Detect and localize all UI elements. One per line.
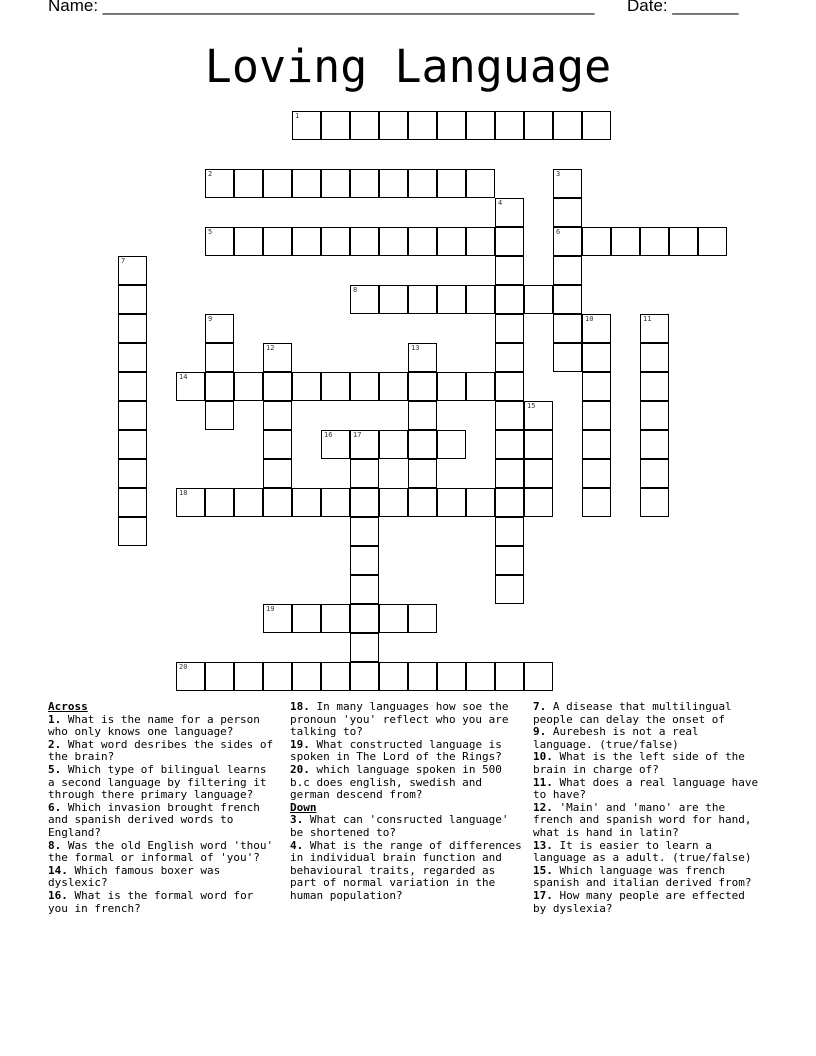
grid-cell[interactable] <box>640 227 669 256</box>
grid-cell[interactable] <box>408 169 437 198</box>
grid-cell[interactable] <box>437 372 466 401</box>
grid-cell[interactable] <box>466 111 495 140</box>
grid-cell[interactable] <box>292 372 321 401</box>
grid-cell[interactable] <box>292 111 321 140</box>
grid-cell[interactable] <box>466 169 495 198</box>
grid-cell[interactable] <box>118 488 147 517</box>
grid-cell[interactable] <box>176 488 205 517</box>
clue-down-4: 4. What is the range of differences in individual brain function and behavioural traits, regarded as part of normal variation in the human population? <box>290 838 522 902</box>
grid-cell[interactable] <box>640 488 669 517</box>
grid-cell[interactable] <box>379 372 408 401</box>
cell-number: 8 <box>353 286 358 294</box>
grid-cell[interactable] <box>495 314 524 343</box>
grid-cell[interactable] <box>640 343 669 372</box>
grid-cell[interactable] <box>553 111 582 140</box>
grid-cell[interactable] <box>379 430 408 459</box>
grid-cell[interactable] <box>495 662 524 691</box>
grid-cell[interactable] <box>553 285 582 314</box>
grid-cell[interactable] <box>408 111 437 140</box>
cell-number: 7 <box>121 257 126 265</box>
grid-cell[interactable] <box>408 285 437 314</box>
clue-across-6: 6. Which invasion brought french and spanish derived words to England? <box>48 800 260 839</box>
grid-cell[interactable] <box>321 227 350 256</box>
grid-cell[interactable] <box>408 372 437 401</box>
grid-cell[interactable] <box>350 169 379 198</box>
grid-cell[interactable] <box>524 488 553 517</box>
grid-cell[interactable] <box>495 546 524 575</box>
grid-cell[interactable] <box>495 430 524 459</box>
grid-cell[interactable] <box>350 604 379 633</box>
grid-cell[interactable] <box>379 604 408 633</box>
name-field-label: Name: ____________________________________________________ <box>48 0 595 15</box>
grid-cell[interactable] <box>350 430 379 459</box>
grid-cell[interactable] <box>495 256 524 285</box>
grid-cell[interactable] <box>524 401 553 430</box>
grid-cell[interactable] <box>379 285 408 314</box>
grid-cell[interactable] <box>292 604 321 633</box>
grid-cell[interactable] <box>234 169 263 198</box>
clue-down-15: 15. Which language was french spanish and italian derived from? <box>533 863 752 890</box>
date-field-label: Date: _______ <box>627 0 739 15</box>
grid-cell[interactable] <box>524 430 553 459</box>
grid-cell[interactable] <box>466 285 495 314</box>
page-title: Loving Language <box>204 40 612 93</box>
cell-number: 2 <box>208 170 213 178</box>
grid-cell[interactable] <box>611 227 640 256</box>
grid-cell[interactable] <box>582 459 611 488</box>
grid-cell[interactable] <box>582 372 611 401</box>
grid-cell[interactable] <box>495 488 524 517</box>
clue-down-7: 7. A disease that multilingual people can delay the onset of <box>533 700 732 726</box>
grid-cell[interactable] <box>321 430 350 459</box>
grid-cell[interactable] <box>263 430 292 459</box>
grid-cell[interactable] <box>234 372 263 401</box>
grid-cell[interactable] <box>553 256 582 285</box>
grid-cell[interactable] <box>350 459 379 488</box>
grid-cell[interactable] <box>292 169 321 198</box>
cell-number: 15 <box>527 402 536 410</box>
clue-column-3 <box>533 701 763 915</box>
grid-cell[interactable] <box>495 111 524 140</box>
grid-cell[interactable] <box>524 459 553 488</box>
cell-number: 4 <box>498 199 503 207</box>
grid-cell[interactable] <box>495 575 524 604</box>
grid-cell[interactable] <box>495 227 524 256</box>
clue-down-12: 12. 'Main' and 'mano' are the french and spanish word for hand, what is hand in latin? <box>533 800 752 839</box>
grid-cell[interactable] <box>524 285 553 314</box>
clue-across-18: 18. In many languages how soe the pronoun 'you' reflect who you are talking to? <box>290 700 509 739</box>
clue-column-1 <box>48 701 276 915</box>
grid-cell[interactable] <box>437 488 466 517</box>
grid-cell[interactable] <box>321 169 350 198</box>
grid-cell[interactable] <box>698 227 727 256</box>
grid-cell[interactable] <box>118 401 147 430</box>
cell-number: 17 <box>353 431 362 439</box>
grid-cell[interactable] <box>321 372 350 401</box>
grid-cell[interactable] <box>437 430 466 459</box>
grid-cell[interactable] <box>118 430 147 459</box>
clue-down-10: 10. What is the left side of the brain in charge of? <box>533 750 745 776</box>
grid-cell[interactable] <box>437 227 466 256</box>
grid-cell[interactable] <box>234 662 263 691</box>
clue-down-17: 17. How many people are effected by dyslexia? <box>533 888 745 915</box>
grid-cell[interactable] <box>350 662 379 691</box>
clue-across-1: 1. What is the name for a person who only knows one language? <box>48 712 260 739</box>
clue-down-13: 13. It is easier to learn a language as a adult. (true/false) <box>533 838 752 865</box>
grid-cell[interactable] <box>263 488 292 517</box>
grid-cell[interactable] <box>205 372 234 401</box>
grid-cell[interactable] <box>118 372 147 401</box>
grid-cell[interactable] <box>408 343 437 372</box>
grid-cell[interactable] <box>379 488 408 517</box>
grid-cell[interactable] <box>118 459 147 488</box>
grid-cell[interactable] <box>640 372 669 401</box>
grid-cell[interactable] <box>495 198 524 227</box>
grid-cell[interactable] <box>582 488 611 517</box>
grid-cell[interactable] <box>437 662 466 691</box>
grid-cell[interactable] <box>234 488 263 517</box>
grid-cell[interactable] <box>495 285 524 314</box>
clue-across-16: 16. What is the formal word for you in french? <box>48 888 254 915</box>
grid-cell[interactable] <box>582 401 611 430</box>
grid-cell[interactable] <box>553 227 582 256</box>
grid-cell[interactable] <box>263 372 292 401</box>
grid-cell[interactable] <box>118 256 147 285</box>
grid-cell[interactable] <box>263 662 292 691</box>
cell-number: 14 <box>179 373 188 381</box>
grid-cell[interactable] <box>263 227 292 256</box>
grid-cell[interactable] <box>582 227 611 256</box>
grid-cell[interactable] <box>640 430 669 459</box>
grid-cell[interactable] <box>263 169 292 198</box>
grid-cell[interactable] <box>379 111 408 140</box>
grid-cell[interactable] <box>495 343 524 372</box>
clue-down-3: 3. What can 'consructed language' be shortened to? <box>290 813 509 839</box>
grid-cell[interactable] <box>350 517 379 546</box>
grid-cell[interactable] <box>466 488 495 517</box>
cell-number: 5 <box>208 228 213 236</box>
grid-cell[interactable] <box>495 372 524 401</box>
cell-number: 20 <box>179 663 188 671</box>
clue-column-2 <box>290 701 524 903</box>
grid-cell[interactable] <box>205 488 234 517</box>
grid-cell[interactable] <box>263 459 292 488</box>
grid-cell[interactable] <box>379 662 408 691</box>
grid-cell[interactable] <box>408 227 437 256</box>
cell-number: 9 <box>208 315 213 323</box>
grid-cell[interactable] <box>350 227 379 256</box>
grid-cell[interactable] <box>379 227 408 256</box>
grid-cell[interactable] <box>640 314 669 343</box>
cell-number: 6 <box>556 228 561 236</box>
cell-number: 19 <box>266 605 275 613</box>
cell-number: 18 <box>179 489 188 497</box>
grid-cell[interactable] <box>350 546 379 575</box>
cell-number: 11 <box>643 315 652 323</box>
grid-cell[interactable] <box>350 633 379 662</box>
grid-cell[interactable] <box>118 517 147 546</box>
grid-cell[interactable] <box>176 662 205 691</box>
grid-cell[interactable] <box>408 604 437 633</box>
cell-number: 3 <box>556 170 561 178</box>
grid-cell[interactable] <box>408 401 437 430</box>
grid-cell[interactable] <box>118 343 147 372</box>
grid-cell[interactable] <box>669 227 698 256</box>
grid-cell[interactable] <box>205 169 234 198</box>
grid-cell[interactable] <box>582 111 611 140</box>
grid-cell[interactable] <box>205 227 234 256</box>
cell-number: 1 <box>295 112 300 120</box>
grid-cell[interactable] <box>350 372 379 401</box>
cell-number: 16 <box>324 431 333 439</box>
grid-cell[interactable] <box>437 285 466 314</box>
grid-cell[interactable] <box>350 111 379 140</box>
grid-cell[interactable] <box>234 227 263 256</box>
grid-cell[interactable] <box>582 343 611 372</box>
clue-across-14: 14. Which famous boxer was dyslexic? <box>48 863 221 890</box>
grid-cell[interactable] <box>553 343 582 372</box>
grid-cell[interactable] <box>640 401 669 430</box>
grid-cell[interactable] <box>466 662 495 691</box>
grid-cell[interactable] <box>553 314 582 343</box>
grid-cell[interactable] <box>640 459 669 488</box>
grid-cell[interactable] <box>466 372 495 401</box>
grid-cell[interactable] <box>263 401 292 430</box>
grid-cell[interactable] <box>205 343 234 372</box>
cell-number: 13 <box>411 344 420 352</box>
grid-cell[interactable] <box>437 169 466 198</box>
grid-cell[interactable] <box>321 111 350 140</box>
grid-cell[interactable] <box>408 488 437 517</box>
grid-cell[interactable] <box>524 111 553 140</box>
cell-number: 10 <box>585 315 594 323</box>
grid-cell[interactable] <box>350 575 379 604</box>
grid-cell[interactable] <box>205 401 234 430</box>
grid-cell[interactable] <box>350 488 379 517</box>
grid-cell[interactable] <box>118 314 147 343</box>
across-heading: Across <box>48 700 88 713</box>
clue-across-2: 2. What word desribes the sides of the brain? <box>48 737 274 764</box>
grid-cell[interactable] <box>582 314 611 343</box>
grid-cell[interactable] <box>524 662 553 691</box>
grid-cell[interactable] <box>176 372 205 401</box>
grid-cell[interactable] <box>408 459 437 488</box>
grid-cell[interactable] <box>321 488 350 517</box>
grid-cell[interactable] <box>292 662 321 691</box>
grid-cell[interactable] <box>205 314 234 343</box>
clue-across-8: 8. Was the old English word 'thou' the formal or informal of 'you'? <box>48 838 274 865</box>
grid-cell[interactable] <box>495 517 524 546</box>
clue-across-19: 19. What constructed language is spoken in The Lord of the Rings? <box>290 737 502 764</box>
cell-number: 12 <box>266 344 275 352</box>
grid-cell[interactable] <box>408 662 437 691</box>
clue-across-5: 5. Which type of bilingual learns a second language by filtering it through there primary language? <box>48 762 267 802</box>
grid-cell[interactable] <box>263 343 292 372</box>
grid-cell[interactable] <box>263 604 292 633</box>
clue-down-11: 11. What does a real language have to have? <box>533 775 759 802</box>
grid-cell[interactable] <box>118 285 147 314</box>
grid-cell[interactable] <box>582 430 611 459</box>
grid-cell[interactable] <box>321 662 350 691</box>
down-heading: Down <box>290 800 317 814</box>
grid-cell[interactable] <box>379 169 408 198</box>
grid-cell[interactable] <box>437 111 466 140</box>
grid-cell[interactable] <box>553 169 582 198</box>
grid-cell[interactable] <box>495 401 524 430</box>
grid-cell[interactable] <box>292 227 321 256</box>
grid-cell[interactable] <box>350 285 379 314</box>
grid-cell[interactable] <box>292 488 321 517</box>
clue-across-20: 20. which language spoken in 500 b.c does english, swedish and german descend from? <box>290 762 502 802</box>
grid-cell[interactable] <box>495 459 524 488</box>
grid-cell[interactable] <box>321 604 350 633</box>
grid-cell[interactable] <box>466 227 495 256</box>
clue-down-9: 9. Aurebesh is not a real language. (true/false) <box>533 725 699 751</box>
grid-cell[interactable] <box>205 662 234 691</box>
grid-cell[interactable] <box>553 198 582 227</box>
grid-cell[interactable] <box>408 430 437 459</box>
